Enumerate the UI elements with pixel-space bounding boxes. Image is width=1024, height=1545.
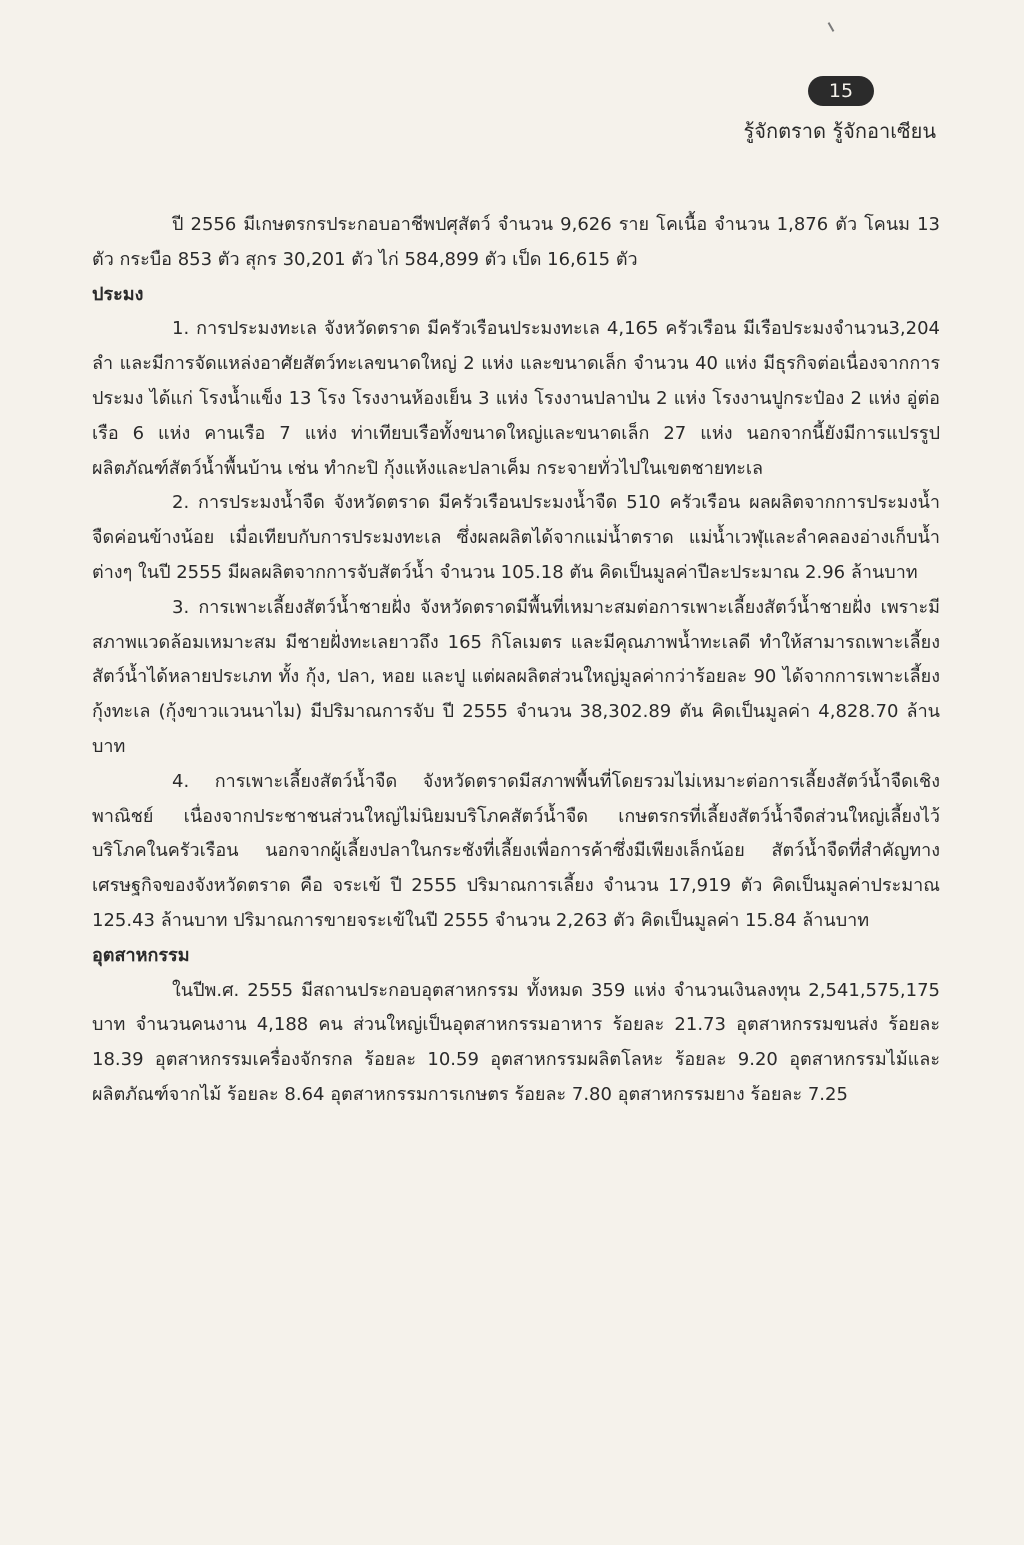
section-heading-industry: อุตสาหกรรม xyxy=(92,944,190,966)
paragraph-marine-fishery: 1. การประมงทะเล จังหวัดตราด มีครัวเรือนประมงทะเล 4,165 ครัวเรือน มีเรือประมงจำนวน3,204 ลำ และมีการจัดแหล่งอาศัยสัตว์ทะเลขนาดใหญ่ 2 แห่ง และขนาดเล็ก จำนวน 40 แห่ง มีธุรกิจต่อเนื่องจากการประมง ได้แก่ โรงน้ำแข็ง 13 โรง โรงงานห้องเย็น 3 แห่ง โรงงานปลาป่น 2 แห่ง โรงงานปูกระป๋อง 2 แห่ง อู่ต่อเรือ 6 แห่ง คานเรือ 7 แห่ง ท่าเทียบเรือทั้งขนาดใหญ่และขนาดเล็ก 27 แห่ง นอกจากนี้ยังมีการแปรรูปผลิตภัณฑ์สัตว์น้ำพื้นบ้าน เช่น ทำกะปิ กุ้งแห้งและปลาเค็ม กระจายทั่วไปในเขตชายทะเล xyxy=(92,318,940,479)
paragraph-freshwater-aquaculture: 4. การเพาะเลี้ยงสัตว์น้ำจืด จังหวัดตราดมีสภาพพื้นที่โดยรวมไม่เหมาะต่อการเลี้ยงสัตว์น้ำจืดเชิงพาณิชย์ เนื่องจากประชาชนส่วนใหญ่ไม่นิยมบริโภคสัตว์น้ำจืด เกษตรกรที่เลี้ยงสัตว์น้ำจืดส่วนใหญ่เลี้ยงไว้บริโภคในครัวเรือน นอกจากผู้เลี้ยงปลาในกระชังที่เลี้ยงเพื่อการค้าซึ่งมีเพียงเล็กน้อย สัตว์น้ำจืดที่สำคัญทางเศรษฐกิจของจังหวัดตราด คือ จระเข้ ปี 2555 ปริมาณการเลี้ยง จำนวน 17,919 ตัว คิดเป็นมูลค่าประมาณ 125.43 ล้านบาท ปริมาณการขายจระเข้ในปี 2555 จำนวน 2,263 ตัว คิดเป็นมูลค่า 15.84 ล้านบาท xyxy=(92,770,940,931)
paragraph-coastal-aquaculture: 3. การเพาะเลี้ยงสัตว์น้ำชายฝั่ง จังหวัดตราดมีพื้นที่เหมาะสมต่อการเพาะเลี้ยงสัตว์น้ำชายฝั่ง เพราะมีสภาพแวดล้อมเหมาะสม มีชายฝั่งทะเลยาวถึง 165 กิโลเมตร และมีคุณภาพน้ำทะเลดี ทำให้สามารถเพาะเลี้ยงสัตว์น้ำได้หลายประเภท ทั้ง กุ้ง, ปลา, หอย และปู แต่ผลผลิตส่วนใหญ่มูลค่ากว่าร้อยละ 90 ได้จากการเพาะเลี้ยงกุ้งทะเล (กุ้งขาวแวนนาไม) มีปริมาณการจับ ปี 2555 จำนวน 38,302.89 ตัน คิดเป็นมูลค่า 4,828.70 ล้านบาท xyxy=(92,596,940,757)
running-title: รู้จักตราด รู้จักอาเซียน xyxy=(743,119,936,143)
paragraph-freshwater-fishery: 2. การประมงน้ำจืด จังหวัดตราด มีครัวเรือนประมงน้ำจืด 510 ครัวเรือน ผลผลิตจากการประมงน้ำจืดค่อนข้างน้อย เมื่อเทียบกับการประมงทะเล ซึ่งผลผลิตได้จากแม่น้ำตราด แม่น้ำเวฬุและลำคลองอ่างเก็บน้ำต่างๆ ในปี 2555 มีผลผลิตจากการจับสัตว์น้ำ จำนวน 105.18 ตัน คิดเป็นมูลค่าปีละประมาณ 2.96 ล้านบาท xyxy=(92,492,940,583)
section-heading-fishery: ประมง xyxy=(92,283,144,305)
paragraph-industry: ในปีพ.ศ. 2555 มีสถานประกอบอุตสาหกรรม ทั้งหมด 359 แห่ง จำนวนเงินลงทุน 2,541,575,175 บาท จำนวนคนงาน 4,188 คน ส่วนใหญ่เป็นอุตสาหกรรมอาหาร ร้อยละ 21.73 อุตสาหกรรมขนส่ง ร้อยละ 18.39 อุตสาหกรรมเครื่องจักรกล ร้อยละ 10.59 อุตสาหกรรมผลิตโลหะ ร้อยละ 9.20 อุตสาหกรรมไม้และผลิตภัณฑ์จากไม้ ร้อยละ 8.64 อุตสาหกรรมการเกษตร ร้อยละ 7.80 อุตสาหกรรมยาง ร้อยละ 7.25 xyxy=(92,979,940,1105)
page-body xyxy=(92,208,940,1113)
paragraph-livestock: ปี 2556 มีเกษตรกรประกอบอาชีพปศุสัตว์ จำนวน 9,626 ราย โคเนื้อ จำนวน 1,876 ตัว โคนม 13 ตัว กระบือ 853 ตัว สุกร 30,201 ตัว ไก่ 584,899 ตัว เป็ด 16,615 ตัว xyxy=(92,214,940,270)
scan-speck xyxy=(828,22,835,32)
page-number-badge: 15 xyxy=(808,76,874,106)
